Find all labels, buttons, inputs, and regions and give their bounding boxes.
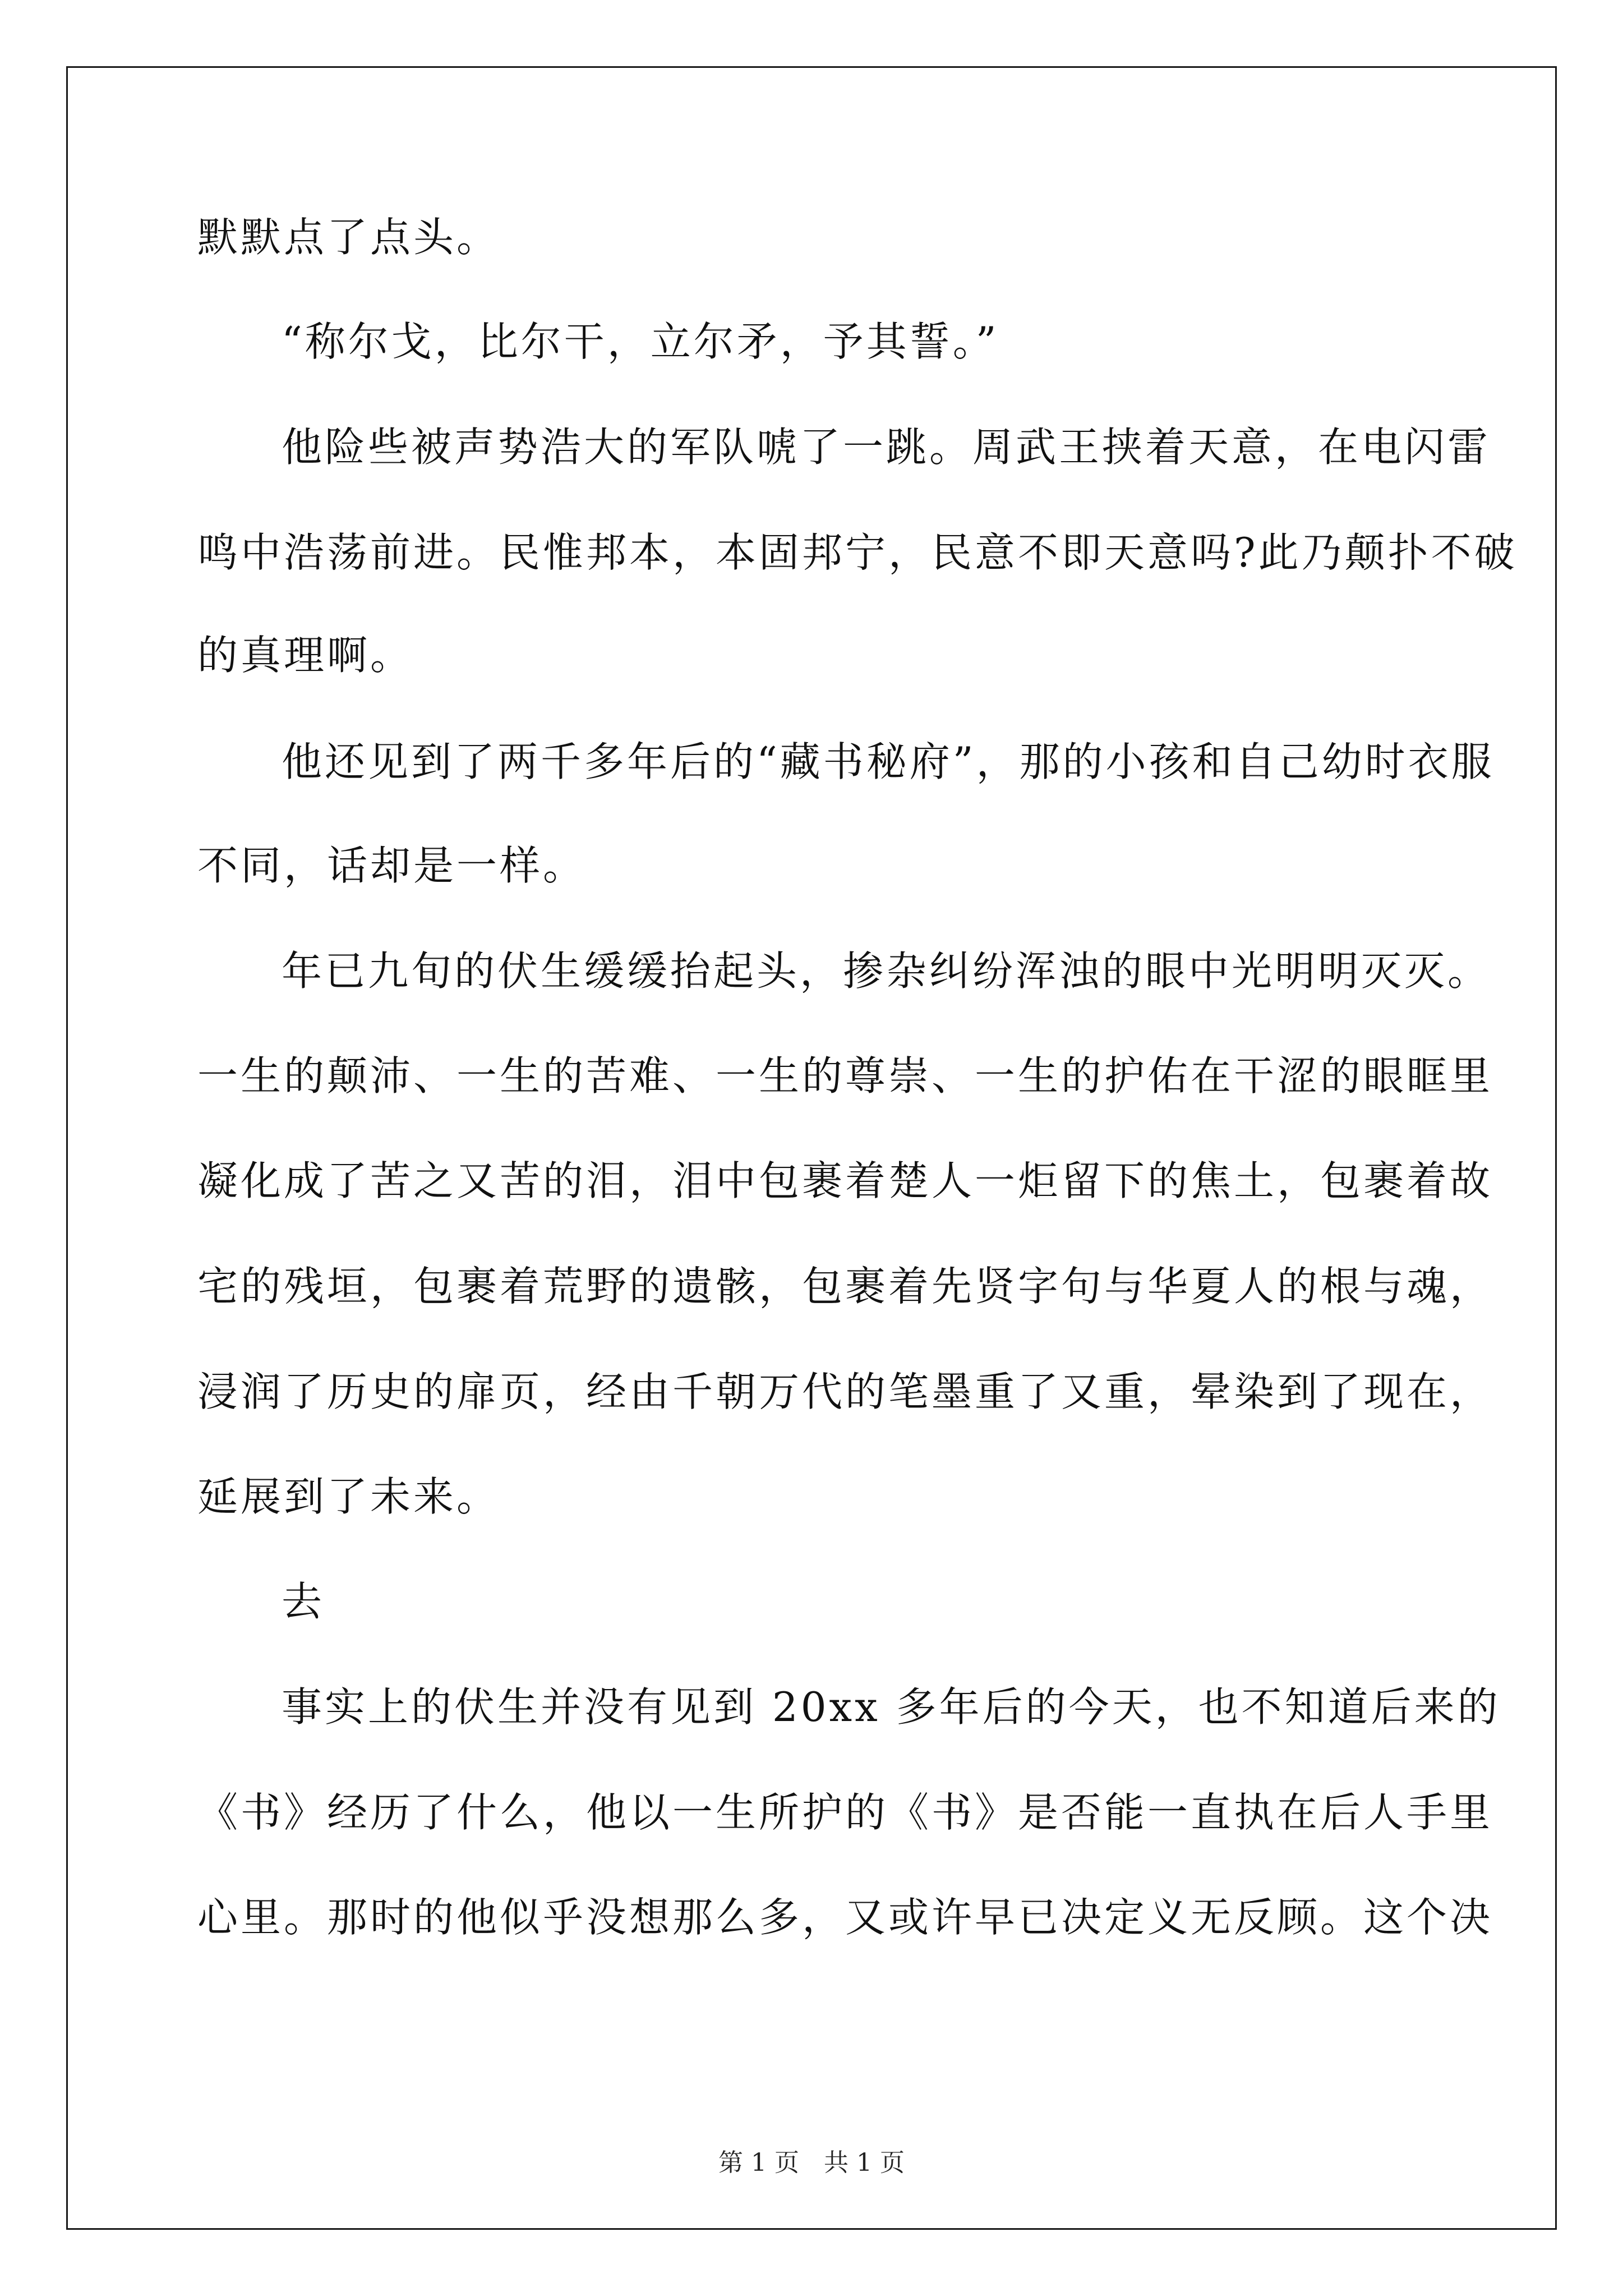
text-line: 的真理啊。 [197,632,414,679]
text-line: 默默点了点头。 [197,214,500,261]
text-line: 心里。那时的他似乎没想那么多，又或许早已决定义无反顾。这个决 [197,1894,1493,1941]
text-line: 他险些被声势浩大的军队唬了一跳。周武王挟着天意，在电闪雷 [282,424,1491,471]
text-line: 年已九旬的伏生缓缓抬起头，掺杂纠纷浑浊的眼中光明明灭灭。 [282,947,1491,995]
text-line: 延展到了未来。 [197,1473,500,1520]
section-heading: 去 [282,1578,325,1625]
text-line: 《书》经历了什么，他以一生所护的《书》是否能一直执在后人手里 [197,1789,1493,1836]
text-line: 事实上的伏生并没有见到 20xx 多年后的今天，也不知道后来的 [282,1683,1501,1731]
text-line: 浸润了历史的扉页，经由千朝万代的笔墨重了又重，晕染到了现在， [197,1368,1493,1415]
text-line: “称尔戈，比尔干，立尔矛，予其誓。” [282,318,999,365]
text-line: 不同，话却是一样。 [197,842,587,889]
page-footer: 第 1 页 共 1 页 [718,2148,905,2177]
text-line: 凝化成了苦之又苦的泪，泪中包裹着楚人一炬留下的焦土，包裹着故 [197,1157,1493,1204]
text-line: 宅的残垣，包裹着荒野的遗骸，包裹着先贤字句与华夏人的根与魂， [197,1263,1493,1310]
text-line: 鸣中浩荡前进。民惟邦本，本固邦宁，民意不即天意吗?此乃颠扑不破 [197,529,1518,576]
text-line: 他还见到了两千多年后的“藏书秘府”，那的小孩和自己幼时衣服 [282,738,1495,785]
text-line: 一生的颠沛、一生的苦难、一生的尊崇、一生的护佑在干涩的眼眶里 [197,1052,1493,1099]
